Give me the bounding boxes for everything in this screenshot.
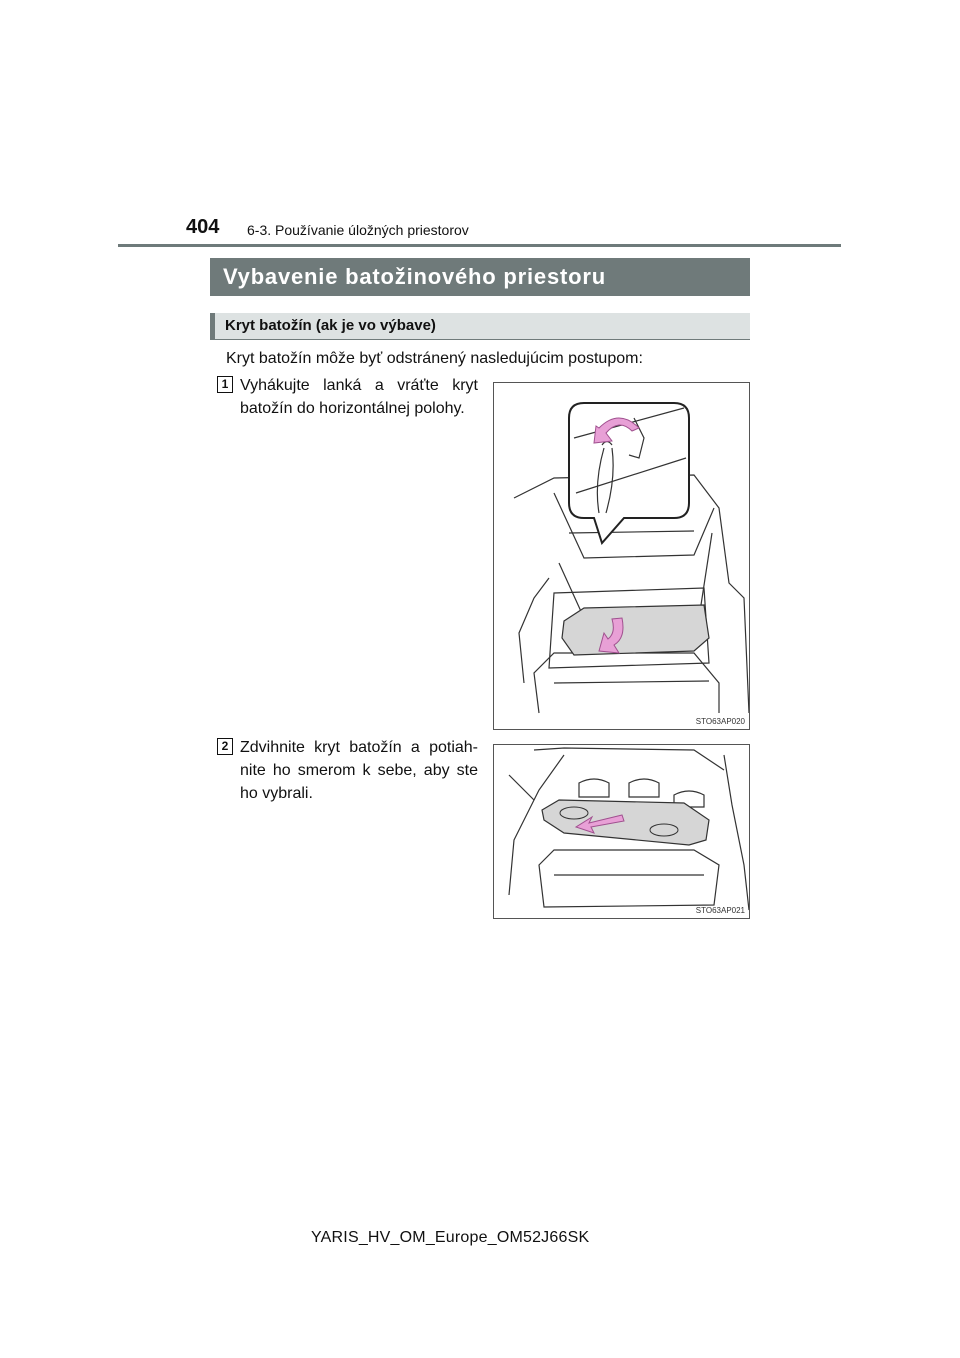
intro-text: Kryt batožín môže byť odstránený nasledujúcim postupom: <box>226 350 643 367</box>
car-trunk-open-illustration <box>494 383 749 729</box>
footer-code: YARIS_HV_OM_Europe_OM52J66SK <box>311 1229 590 1246</box>
figure-2-code: STO63AP021 <box>695 906 745 915</box>
figure-1-code: STO63AP020 <box>695 717 745 726</box>
figure-remove-cover <box>493 744 750 919</box>
step-1-badge: 1 <box>217 376 233 393</box>
page-title: Vybavenie batožinového priestoru <box>210 258 750 296</box>
header-rule <box>118 244 841 247</box>
step-1-text: Vyhákujte lanká a vráťte kryt batožín do horizontálnej polohy. <box>240 377 478 417</box>
page-number: 404 <box>186 216 220 238</box>
figure-unhook-strings <box>493 382 750 730</box>
section-header: 6-3. Používanie úložných priestorov <box>247 222 469 238</box>
subsection-title: Kryt batožín (ak je vo výbave) <box>210 313 750 340</box>
step-2-badge: 2 <box>217 738 233 755</box>
car-trunk-cover-removal-illustration <box>494 745 749 918</box>
step-2-text: Zdvihnite kryt batožín a potiah-nite ho smerom k sebe, aby ste ho vybrali. <box>240 739 478 802</box>
